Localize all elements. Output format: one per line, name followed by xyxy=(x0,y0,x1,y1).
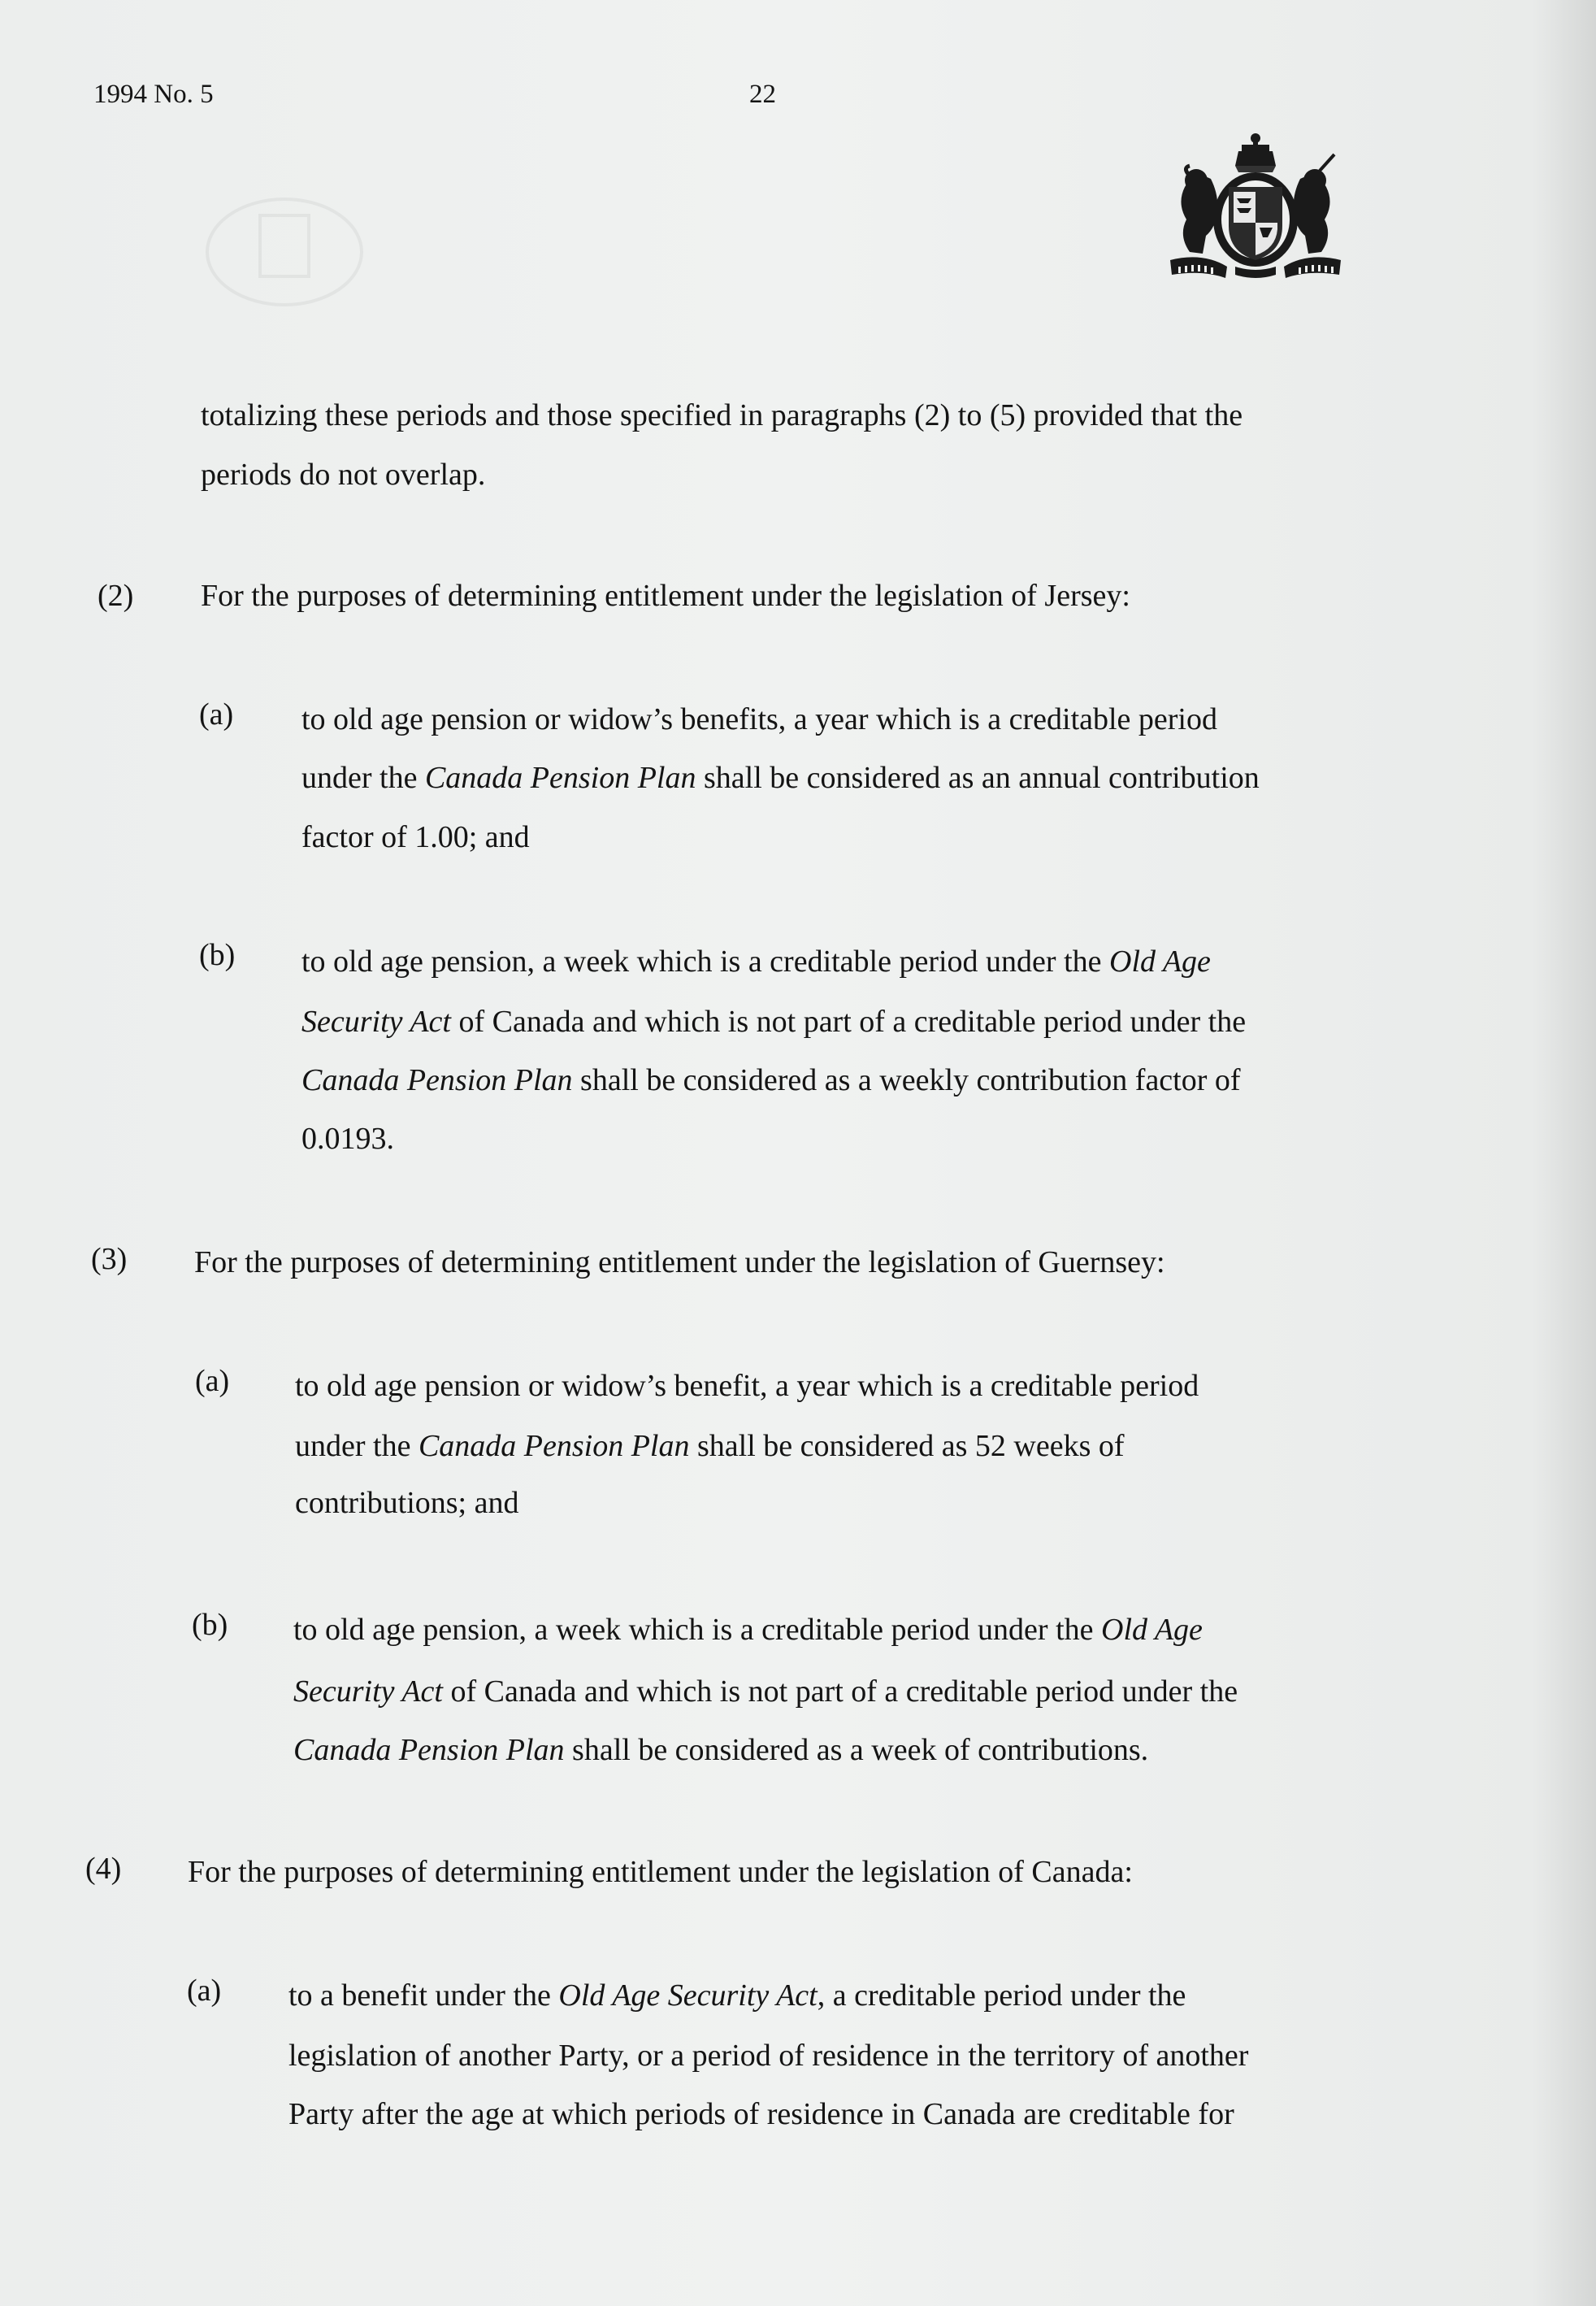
intro-line-1: totalizing these periods and those specified in paragraphs (2) to (5) provided that the xyxy=(201,398,1243,432)
para2b-line-3: Canada Pension Plan shall be considered as a weekly contribution factor of xyxy=(301,1063,1241,1097)
para2b-line-2: Security Act of Canada and which is not part of a creditable period under the xyxy=(301,1005,1247,1039)
document-id: 1994 No. 5 xyxy=(93,80,214,109)
para4a-line-3: Party after the age at which periods of residence in Canada are creditable for xyxy=(288,2097,1234,2131)
para2a-line-2: under the Canada Pension Plan shall be considered as an annual contribution xyxy=(301,761,1260,795)
para2a-label: (a) xyxy=(199,697,234,732)
para4a-line-1: to a benefit under the Old Age Security Act, a creditable period under the xyxy=(288,1978,1186,2013)
para3a-label: (a) xyxy=(195,1364,230,1398)
para3b-line-2: Security Act of Canada and which is not part of a creditable period under the xyxy=(293,1674,1238,1709)
para3-lead: For the purposes of determining entitlement under the legislation of Guernsey: xyxy=(194,1245,1165,1279)
para3b-line-3: Canada Pension Plan shall be considered as a week of contributions. xyxy=(293,1733,1149,1767)
para3-number: (3) xyxy=(91,1242,128,1276)
para3b-line-1: to old age pension, a week which is a creditable period under the Old Age xyxy=(293,1613,1203,1647)
intro-line-2: periods do not overlap. xyxy=(201,458,486,492)
para4a-line-2: legislation of another Party, or a period of residence in the territory of another xyxy=(288,2039,1249,2073)
para3a-line-1: to old age pension or widow’s benefit, a year which is a creditable period xyxy=(295,1369,1199,1403)
para2b-line-4: 0.0193. xyxy=(301,1122,394,1156)
page-number: 22 xyxy=(749,80,776,109)
para2-number: (2) xyxy=(98,579,134,613)
para3a-line-3: contributions; and xyxy=(295,1486,519,1520)
para2a-line-3: factor of 1.00; and xyxy=(301,820,530,854)
para2b-line-1: to old age pension, a week which is a creditable period under the Old Age xyxy=(301,945,1211,979)
para4-number: (4) xyxy=(85,1852,122,1886)
show-through-crest-icon xyxy=(183,175,386,313)
para3a-line-2: under the Canada Pension Plan shall be considered as 52 weeks of xyxy=(295,1429,1125,1463)
royal-coat-of-arms-icon xyxy=(1154,130,1357,284)
para4-lead: For the purposes of determining entitlement under the legislation of Canada: xyxy=(188,1855,1133,1889)
para3b-label: (b) xyxy=(192,1608,228,1642)
para4a-label: (a) xyxy=(187,1974,222,2008)
para2a-line-1: to old age pension or widow’s benefits, a year which is a creditable period xyxy=(301,702,1217,736)
para2b-label: (b) xyxy=(199,938,236,972)
para2-lead: For the purposes of determining entitlement under the legislation of Jersey: xyxy=(201,579,1130,613)
